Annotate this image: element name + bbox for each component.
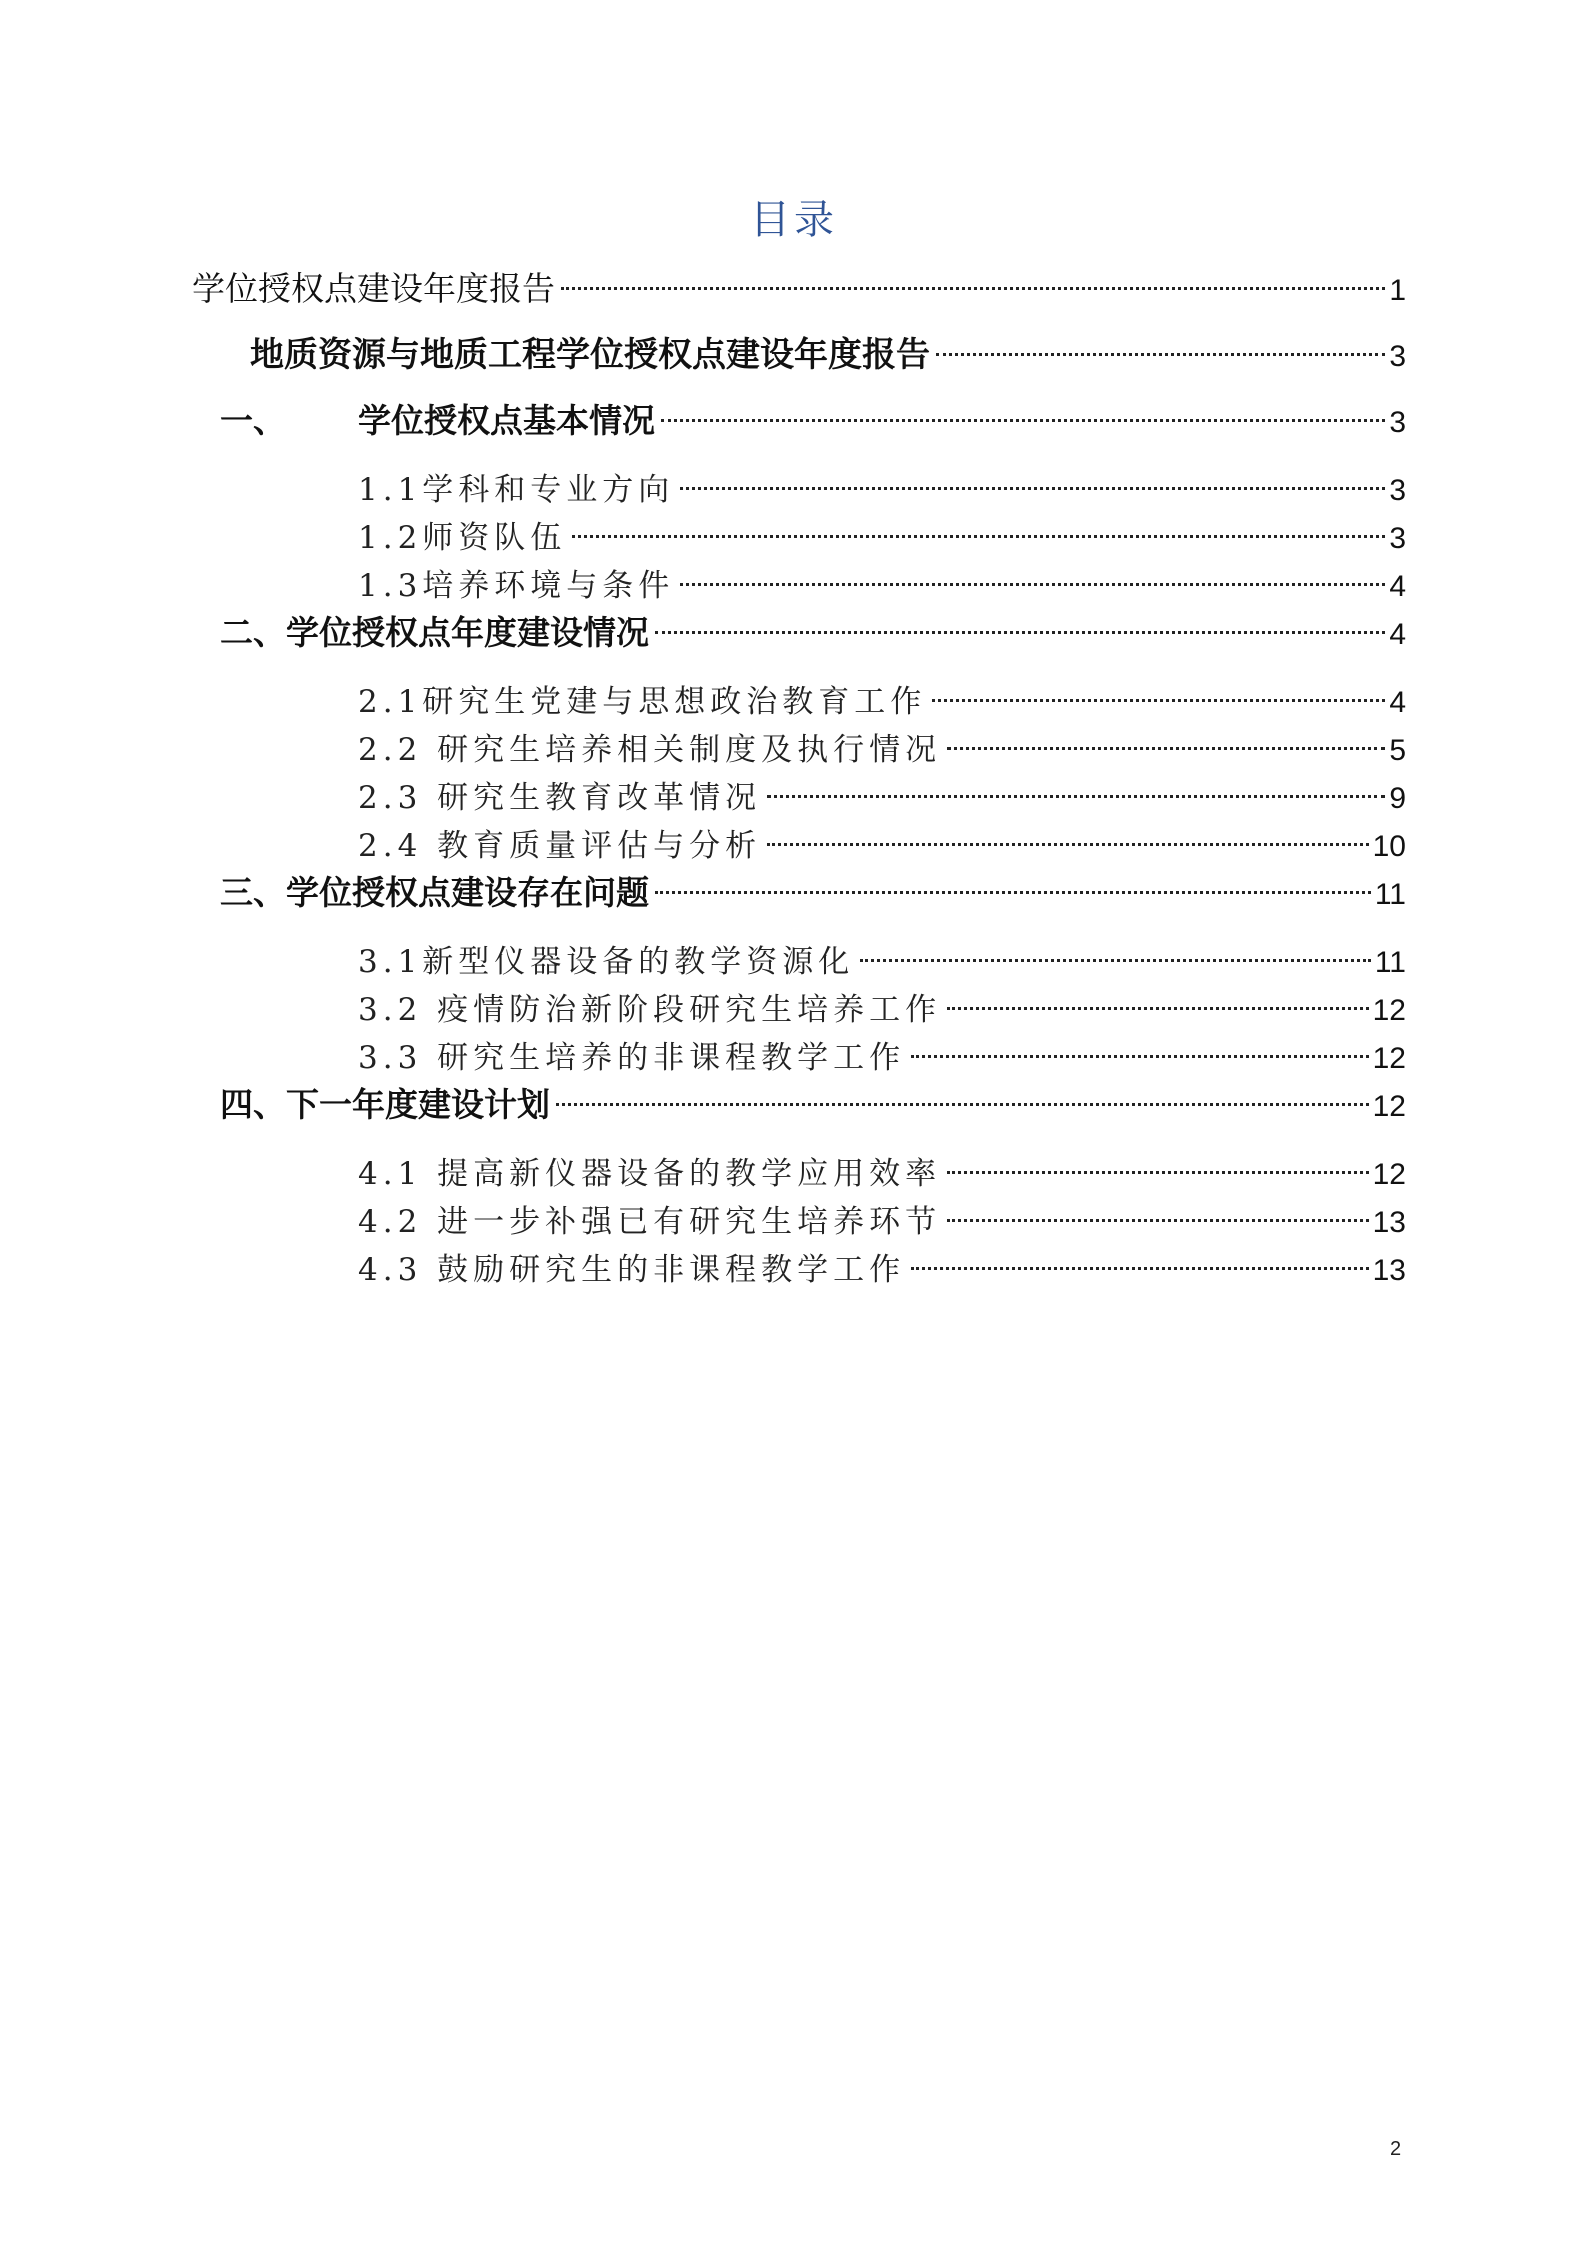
toc-entry-label [220,399,655,443]
toc-entry-page: 12 [1372,1042,1406,1075]
toc-leader-dots [680,552,1385,596]
toc-entry-label: 2.1研究生党建与思想政治教育工作 [358,684,927,720]
toc-entry-4-3[interactable] [358,1236,1406,1288]
toc-entry-label: 三、学位授权点建设存在问题 [220,873,649,912]
toc-entry-label: 3.1新型仪器设备的教学资源化 [358,944,855,980]
toc-entry-label: 1.1学科和专业方向 [358,472,675,508]
toc-entry-label: 1.3培养环境与条件 [358,568,675,604]
toc-leader-dots [661,388,1385,432]
toc-entry-label: 地质资源与地质工程学位授权点建设年度报告 [250,335,930,375]
toc-section-number: 一、 [220,401,286,440]
toc-entry-label: 2.3 研究生教育改革情况 [358,780,762,816]
toc-entry-1-3[interactable] [358,552,1406,604]
toc-entry-label: 2.2 研究生培养相关制度及执行情况 [358,732,942,768]
toc-leader-dots [680,456,1385,500]
toc-entry-page: 1 [1389,274,1406,307]
toc-entry-label: 学位授权点建设年度报告 [192,269,555,308]
toc-entry-page: 10 [1372,830,1406,863]
toc-entry-label: 四、下一年度建设计划 [220,1085,550,1124]
toc-entry-3-2[interactable] [358,976,1406,1028]
toc-entry-page: 3 [1389,406,1406,439]
toc-entry-section-1[interactable] [220,388,1406,440]
toc-entry-page: 11 [1374,878,1406,911]
toc-leader-dots [860,928,1371,972]
toc-entry-page: 5 [1389,734,1406,767]
toc-entry-4-1[interactable] [358,1140,1406,1192]
toc-entry-3-3[interactable] [358,1024,1406,1076]
toc-entry-page: 3 [1389,474,1406,507]
toc-leader-dots [556,1072,1369,1116]
toc-entry-page: 4 [1389,618,1406,651]
toc-entry-section-3[interactable] [220,860,1406,912]
toc-entry-page: 13 [1372,1254,1406,1287]
toc-entry-label: 1.2师资队伍 [358,520,567,556]
toc-entry-label: 3.3 研究生培养的非课程教学工作 [358,1040,906,1076]
toc-entry-label: 4.3 鼓励研究生的非课程教学工作 [358,1252,906,1288]
toc-entry-page: 3 [1389,340,1406,373]
toc-entry-3-1[interactable] [358,928,1406,980]
toc-leader-dots [655,600,1385,644]
toc-entry-page: 12 [1372,994,1406,1027]
toc-entry-section-2[interactable] [220,600,1406,652]
toc-entry-page: 12 [1372,1090,1406,1123]
toc-entry-page: 9 [1389,782,1406,815]
toc-leader-dots [561,256,1385,300]
toc-leader-dots [947,716,1385,760]
toc-entry-1-2[interactable] [358,504,1406,556]
toc-leader-dots [572,504,1385,548]
toc-entry-page: 12 [1372,1158,1406,1191]
toc-entry-page: 13 [1372,1206,1406,1239]
toc-entry-report[interactable] [192,256,1406,308]
toc-entry-label: 2.4 教育质量评估与分析 [358,828,762,864]
toc-entry-geology-report[interactable] [250,322,1406,375]
toc-leader-dots [767,812,1368,856]
toc-entry-2-2[interactable] [358,716,1406,768]
toc-entry-page: 3 [1389,522,1406,555]
toc-entry-label: 二、学位授权点年度建设情况 [220,613,649,652]
toc-leader-dots [932,668,1385,712]
toc-entry-label: 3.2 疫情防治新阶段研究生培养工作 [358,992,942,1028]
toc-entry-label: 4.2 进一步补强已有研究生培养环节 [358,1204,942,1240]
toc-entry-4-2[interactable] [358,1188,1406,1240]
toc-title: 目录 [750,197,838,243]
toc-entry-2-4[interactable] [358,812,1406,864]
toc-entry-2-3[interactable] [358,764,1406,816]
toc-entry-label: 4.1 提高新仪器设备的教学应用效率 [358,1156,942,1192]
toc-section-title: 学位授权点基本情况 [358,401,655,440]
toc-leader-dots [947,1188,1368,1232]
toc-entry-1-1[interactable] [358,456,1406,508]
toc-leader-dots [911,1024,1368,1068]
toc-leader-dots [911,1236,1368,1280]
page-number: 2 [1390,2138,1402,2160]
toc-leader-dots [655,860,1371,904]
toc-leader-dots [767,764,1385,808]
toc-entry-2-1[interactable] [358,668,1406,720]
toc-leader-dots [947,1140,1368,1184]
toc-leader-dots [947,976,1368,1020]
toc-entry-section-4[interactable] [220,1072,1406,1124]
toc-entry-page: 4 [1389,570,1406,603]
toc-leader-dots [936,322,1385,366]
toc-entry-page: 4 [1389,686,1406,719]
toc-entry-page: 11 [1374,946,1406,979]
